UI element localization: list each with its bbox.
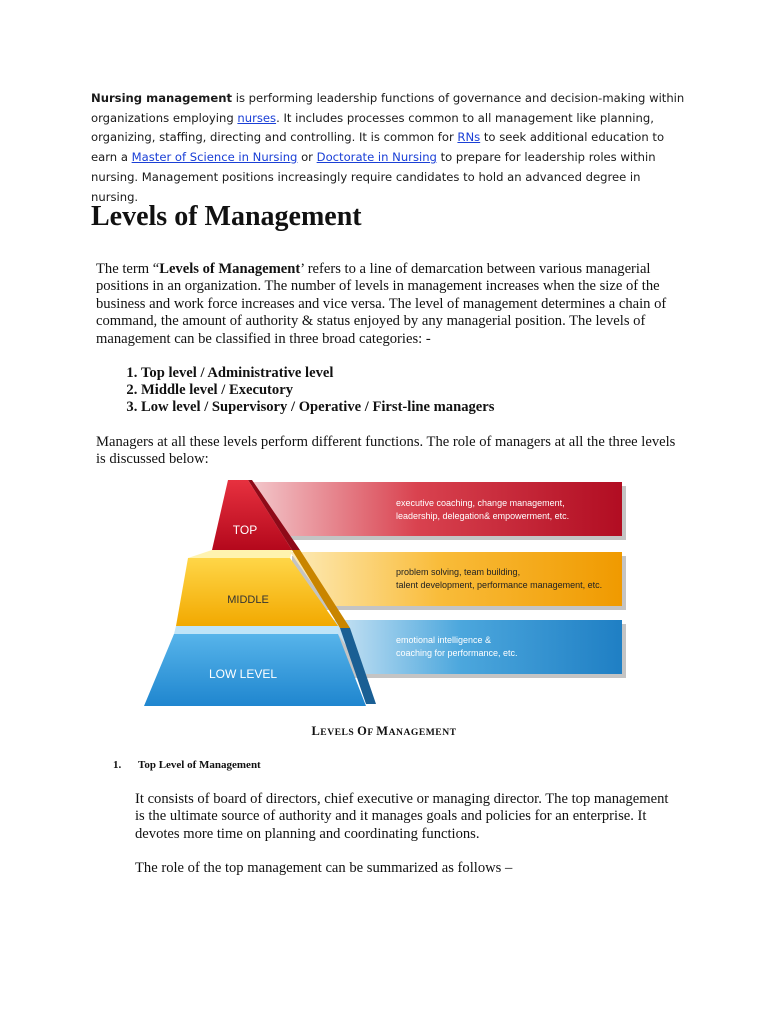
para1-pre: The term “ bbox=[96, 261, 160, 277]
link-nurses[interactable]: nurses bbox=[237, 110, 277, 125]
functions-paragraph: Managers at all these levels perform different functions. The role of managers at all the three levels is discussed below: bbox=[96, 434, 676, 468]
top-level-paragraph: It consists of board of directors, chief executive or managing director. The top management is the ultimate source of authority and it manages goals and policies for an enterprise. It devotes more time on planning and coordinating functions. bbox=[135, 791, 669, 842]
intro-paragraph bbox=[91, 89, 691, 207]
intro-text-1: is performing leadership functions of governance and decision-making within organizations employing bbox=[91, 91, 685, 125]
section-heading: Levels of Management bbox=[91, 201, 362, 232]
link-rns[interactable]: RNs bbox=[457, 130, 481, 145]
middle-level-band bbox=[290, 552, 622, 606]
role-summary-paragraph: The role of the top management can be summarized as follows – bbox=[135, 860, 513, 876]
caption-letter: O bbox=[357, 724, 368, 738]
low-desc-line-1: emotional intelligence & bbox=[396, 635, 492, 645]
subsection-title: Top Level of Management bbox=[138, 759, 261, 771]
top-desc-line-2: leadership, delegation& empowerment, etc. bbox=[396, 511, 570, 521]
intro-text-2: . It includes processes common to all management like planning, organizing, staffing, directing and controlling. It is common for bbox=[91, 110, 654, 145]
middle-label: MIDDLE bbox=[227, 594, 269, 606]
top-desc-line-1: executive coaching, change management, bbox=[396, 498, 565, 508]
intro-text-3: to seek additional education to earn a bbox=[91, 130, 665, 165]
link-master-science-nursing[interactable]: Master of Science in Nursing bbox=[131, 150, 298, 165]
para1-term: Levels of Management bbox=[159, 261, 301, 277]
subsection-heading bbox=[113, 759, 261, 771]
para1-post: ’ refers to a line of demarcation between various managerial positions in an organization. The number of levels in management increases when the size of the business and work force increases and vice versa. The level of management determines a chain of command, the amount of authority & status enjoyed by any managerial position. The levels of management can be classified in three broad categories: - bbox=[96, 261, 667, 347]
list-item: 3. Low level / Supervisory / Operative / First-line managers bbox=[141, 399, 494, 416]
definition-paragraph bbox=[96, 261, 686, 348]
link-doctorate-nursing[interactable]: Doctorate in Nursing bbox=[316, 150, 437, 165]
low-desc-line-2: coaching for performance, etc. bbox=[396, 648, 518, 658]
top-level-band bbox=[250, 482, 622, 536]
middle-desc-line-1: problem solving, team building, bbox=[396, 567, 521, 577]
top-label: TOP bbox=[232, 523, 258, 537]
subsection-number: 1. bbox=[113, 759, 122, 771]
caption-letter: L bbox=[311, 724, 321, 738]
list-item: 1. Top level / Administrative level bbox=[141, 365, 494, 382]
low-level-band bbox=[328, 620, 622, 674]
caption-word: F bbox=[367, 727, 377, 738]
levels-pyramid-diagram bbox=[140, 478, 630, 714]
diagram-caption bbox=[0, 724, 768, 739]
intro-text-4: or bbox=[297, 150, 317, 165]
caption-word: EVELS bbox=[320, 727, 358, 738]
caption-letter: M bbox=[376, 724, 389, 738]
list-item: 2. Middle level / Executory bbox=[141, 382, 494, 399]
intro-text-5: to prepare for leadership roles within nursing. Management positions increasingly require candidates to hold an advanced degree in nursing. bbox=[91, 150, 656, 204]
intro-term: Nursing management bbox=[91, 91, 233, 105]
caption-word: ANAGEMENT bbox=[388, 727, 457, 738]
middle-desc-line-2: talent development, performance management, etc. bbox=[396, 580, 603, 590]
levels-list bbox=[96, 365, 494, 417]
low-label: LOW LEVEL bbox=[208, 667, 278, 681]
